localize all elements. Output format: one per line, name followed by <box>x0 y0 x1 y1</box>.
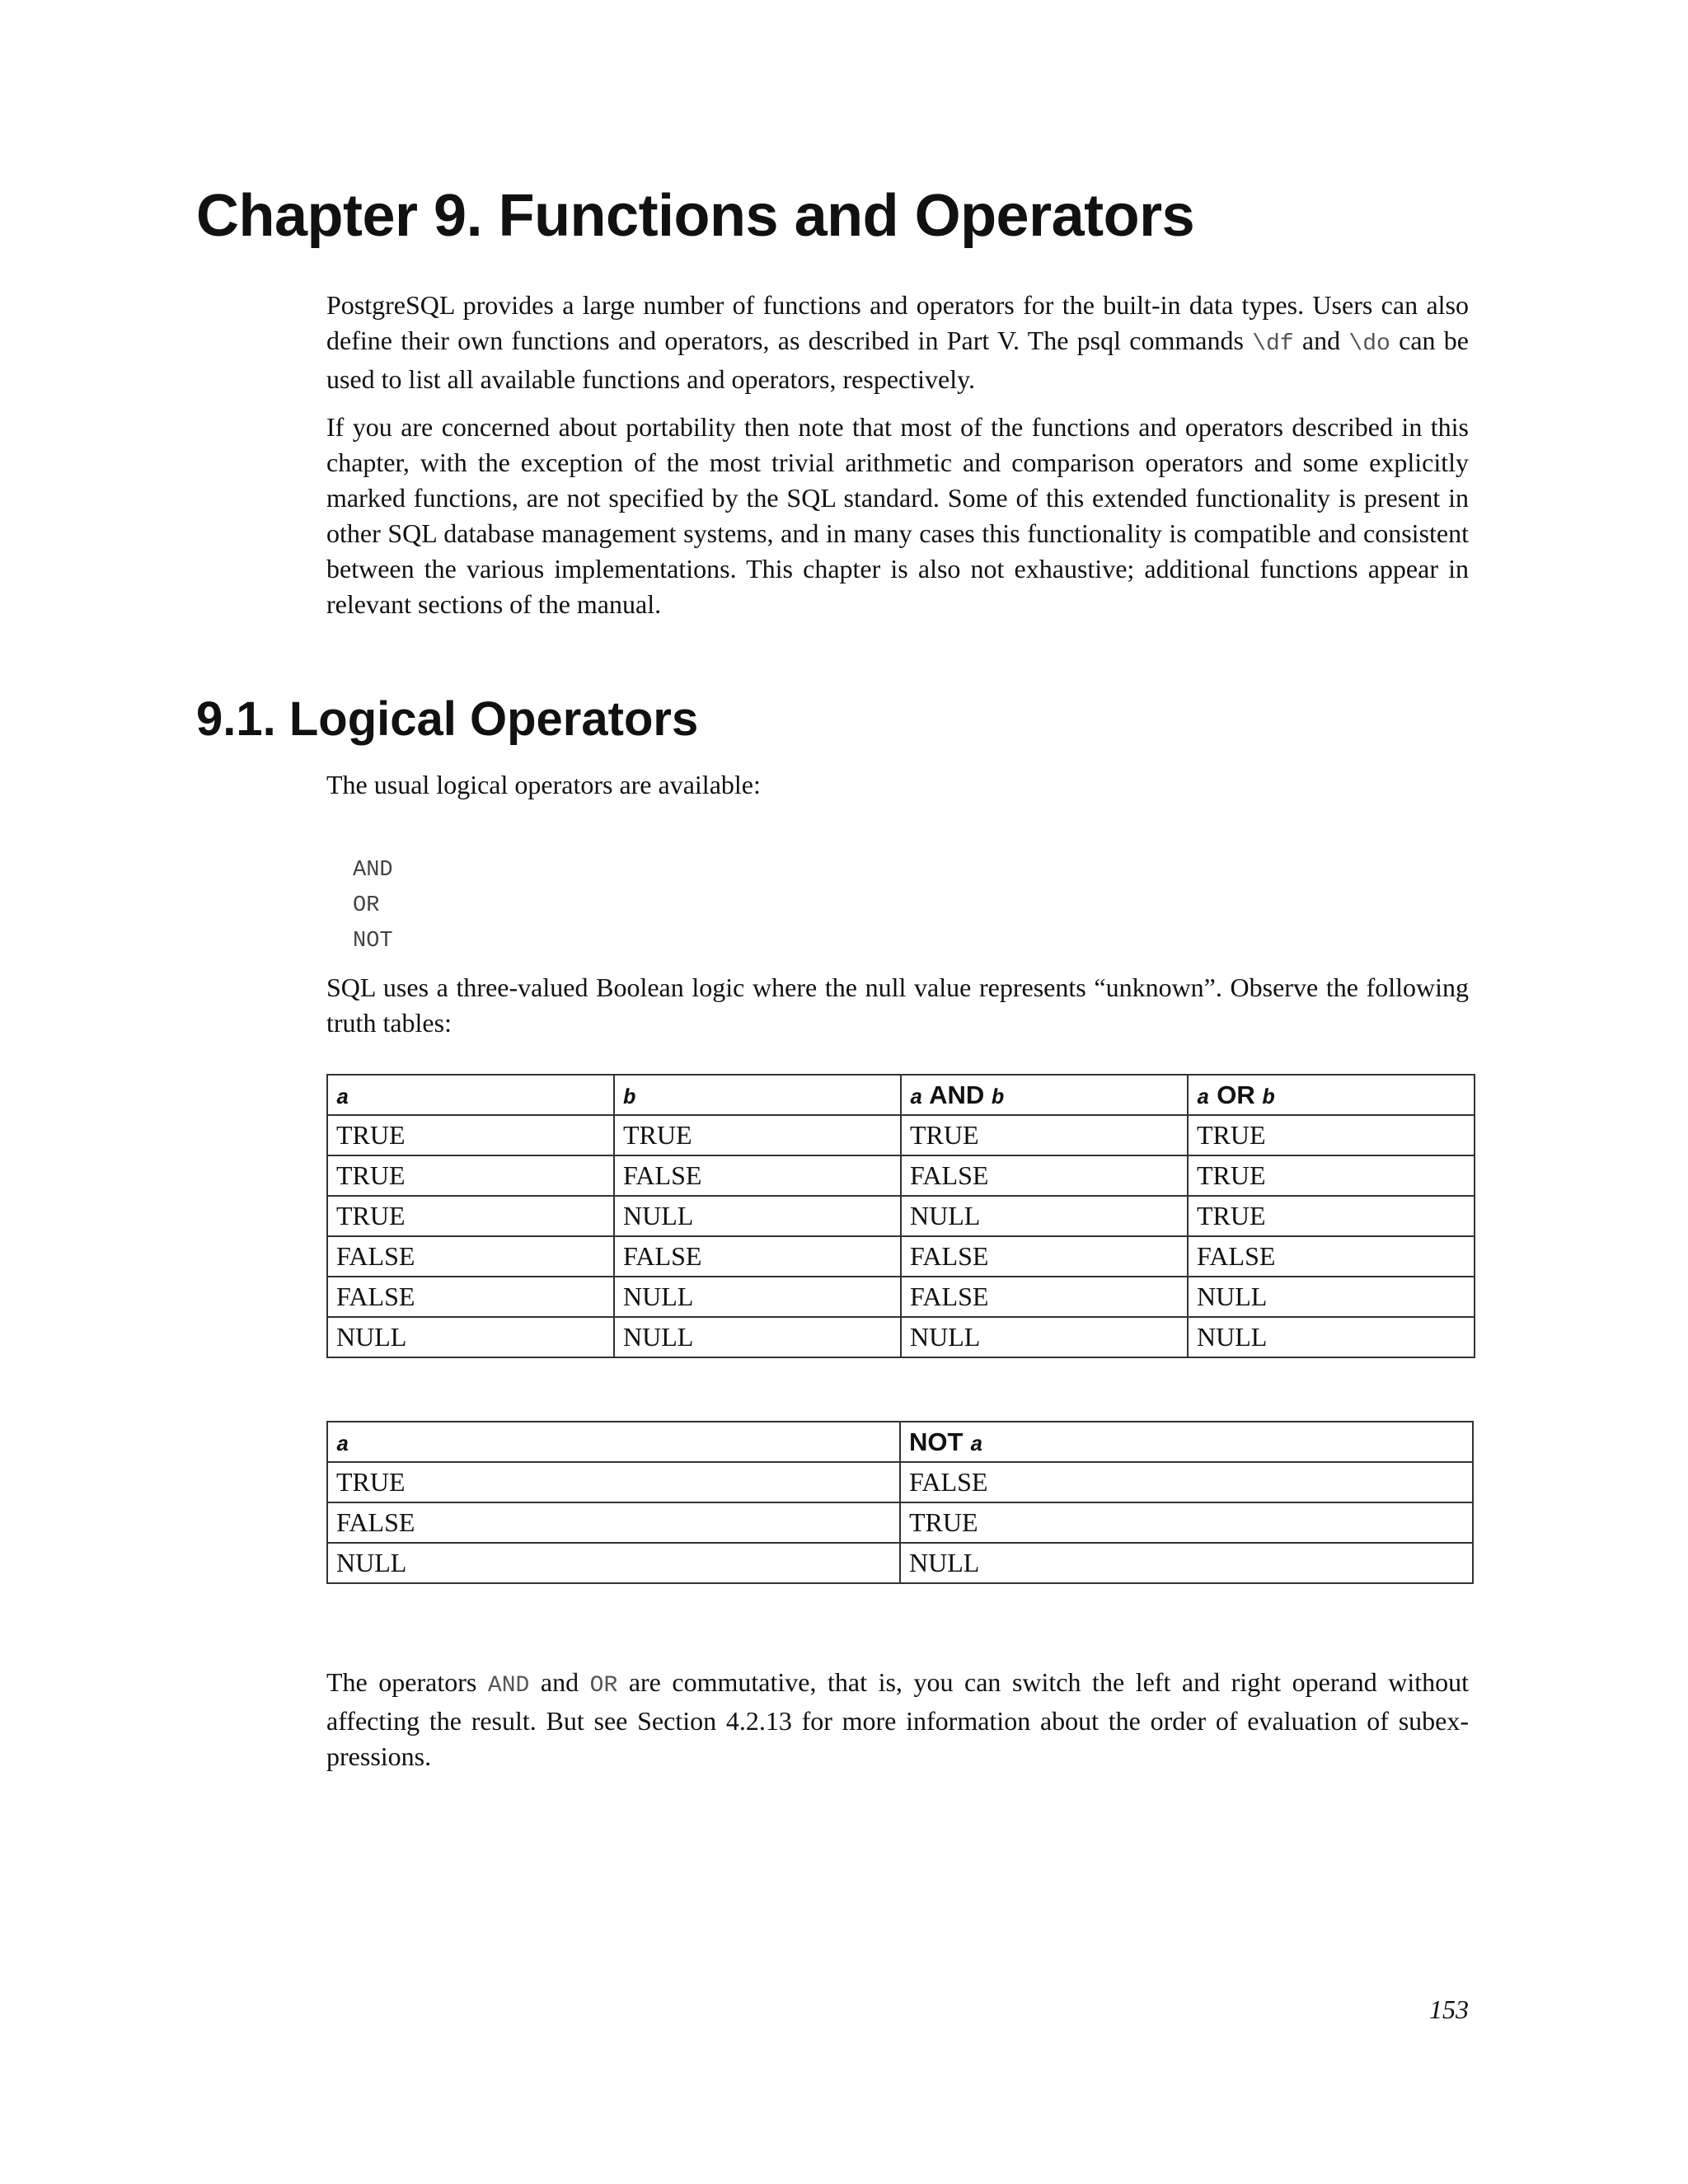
df-command: \df <box>1252 331 1294 357</box>
table-cell: NULL <box>614 1317 901 1357</box>
closing-text <box>326 1665 1469 1774</box>
table-cell: FALSE <box>614 1155 901 1196</box>
table-cell: TRUE <box>1188 1155 1475 1196</box>
intro-text <box>326 288 1469 622</box>
table-row <box>327 1317 1475 1357</box>
table-cell: FALSE <box>901 1155 1188 1196</box>
table-row <box>327 1462 1473 1502</box>
section-lead-text: The usual logical operators are available: <box>326 770 761 799</box>
table-header-row <box>327 1075 1475 1115</box>
header-a: a <box>327 1422 900 1462</box>
header-a-and-b: a AND b <box>901 1075 1188 1115</box>
table-cell: NULL <box>614 1196 901 1236</box>
table-cell: FALSE <box>614 1236 901 1277</box>
closing-text-2: and <box>529 1667 590 1697</box>
table-cell: TRUE <box>900 1502 1473 1543</box>
truth-intro-text: SQL uses a three-valued Boolean logic where the null value represents “unknown”. Observe the following truth tables: <box>326 972 1469 1038</box>
table-cell: TRUE <box>327 1155 614 1196</box>
table-cell: NULL <box>614 1277 901 1317</box>
table-cell: TRUE <box>614 1115 901 1155</box>
table-cell: FALSE <box>327 1502 900 1543</box>
header-b: b <box>614 1075 901 1115</box>
table-cell: FALSE <box>901 1277 1188 1317</box>
table-row <box>327 1502 1473 1543</box>
header-a-or-b: a OR b <box>1188 1075 1475 1115</box>
table-cell: FALSE <box>327 1277 614 1317</box>
table-cell: NULL <box>327 1543 900 1583</box>
table-cell: TRUE <box>901 1115 1188 1155</box>
section-title: 9.1. Logical Operators <box>196 692 699 746</box>
not-truth-table <box>326 1421 1474 1584</box>
operator-synopsis <box>353 853 393 959</box>
closing-paragraph <box>326 1665 1469 1774</box>
header-not-a: NOT a <box>900 1422 1473 1462</box>
table-cell: NULL <box>901 1196 1188 1236</box>
table-row <box>327 1236 1475 1277</box>
intro-paragraph-1 <box>326 288 1469 397</box>
intro-paragraph-2: If you are concerned about portability then note that most of the functions and operators described in this chapter, with the exception of the most trivial arithmetic and comparison operators and some explicitly marked functions, are not specified by the SQL standard. Some of this extended functionality is present in other SQL database management systems, and in many cases this functionality is compatible and consistent between the various implementations. This chapter is also not exhaustive; additional functions appear in relevant sections of the manual. <box>326 412 1469 619</box>
section-lead <box>326 767 1469 803</box>
table-cell: NULL <box>327 1317 614 1357</box>
intro-p1-text-1: PostgreSQL provides a large number of functions and operators for the built-in data types. Users can also define their own functions and operators, as described in Part V. The psql commands <box>326 290 1469 355</box>
intro-p1-text-3: can be used to list all available functions and operators, respectively. <box>326 326 1470 394</box>
table-header-row <box>327 1422 1473 1462</box>
or-keyword: OR <box>589 1673 618 1699</box>
table-cell: FALSE <box>1188 1236 1475 1277</box>
table-cell: NULL <box>900 1543 1473 1583</box>
table-cell: TRUE <box>327 1196 614 1236</box>
table-cell: TRUE <box>327 1115 614 1155</box>
closing-text-3: are commutative, that is, you can switch the left and right operand without affecting the result. But see Section 4.2.13 for more information about the order of evaluation of subexpressions. <box>326 1667 1470 1771</box>
table-row <box>327 1543 1473 1583</box>
page-number: 153 <box>1429 1994 1469 2024</box>
table-row <box>327 1155 1475 1196</box>
header-a: a <box>327 1075 614 1115</box>
operator-or: OR <box>353 893 380 918</box>
table-cell: TRUE <box>1188 1196 1475 1236</box>
operator-not: NOT <box>353 929 393 954</box>
do-command: \do <box>1348 331 1390 357</box>
table-cell: NULL <box>1188 1277 1475 1317</box>
intro-p1-text-2: and <box>1293 326 1349 355</box>
and-or-truth-table <box>326 1074 1475 1358</box>
table-cell: NULL <box>901 1317 1188 1357</box>
chapter-title: Chapter 9. Functions and Operators <box>196 183 1195 249</box>
operator-and: AND <box>353 858 393 883</box>
table-cell: FALSE <box>327 1236 614 1277</box>
truth-intro <box>326 970 1469 1041</box>
table-cell: TRUE <box>327 1462 900 1502</box>
table-cell: TRUE <box>1188 1115 1475 1155</box>
table-cell: NULL <box>1188 1317 1475 1357</box>
table-cell: FALSE <box>900 1462 1473 1502</box>
table-row <box>327 1196 1475 1236</box>
closing-text-1: The operators <box>326 1667 488 1697</box>
table-row <box>327 1277 1475 1317</box>
table-cell: FALSE <box>901 1236 1188 1277</box>
table-row <box>327 1115 1475 1155</box>
and-keyword: AND <box>487 1673 530 1699</box>
